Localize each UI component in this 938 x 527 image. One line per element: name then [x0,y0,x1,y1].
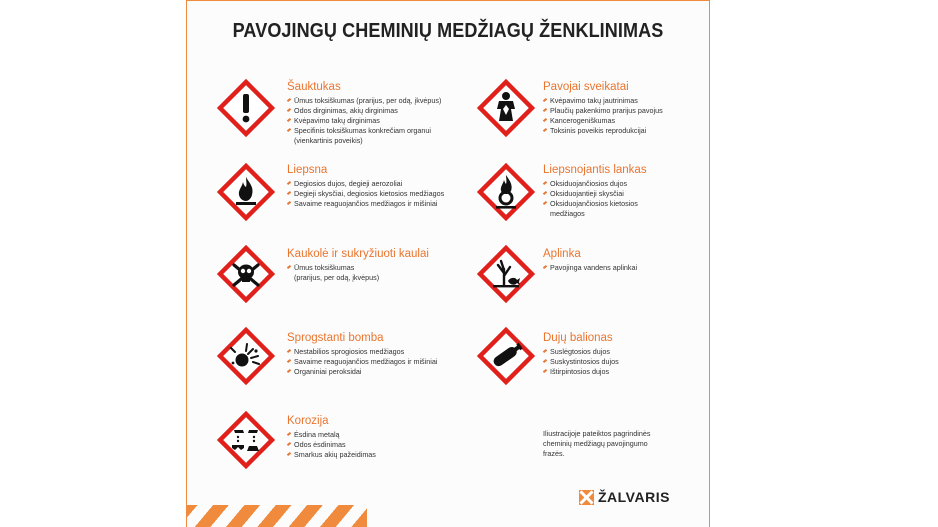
hazard-statement: Kancerogeniškumas [543,116,663,126]
hazard-statement: (prarijus, per odą, įkvėpus) [294,273,380,282]
hazard-statement: Pavojinga vandens aplinkai [543,263,637,273]
logo-text: ŽALVARIS [598,489,670,505]
hazard-statement: Degieji skysčiai, degiosios kietosios medžiagos [287,189,444,199]
hazard-statement: Ūmus toksiškumas (prarijus, per odą, įkvėpus) [287,96,441,106]
hazard-statement: Savaime reaguojančios medžiagos ir mišiniai [287,357,437,367]
hazard-statement: Kvėpavimo takų dirginimas [287,116,441,126]
hazard-statement: Ištirpintosios dujos [543,367,619,377]
flame-icon [217,163,275,221]
flame-over-circle-icon [477,163,535,221]
logo-x-icon [579,490,594,505]
gas-cylinder-icon [477,327,535,385]
hazard-heading: Korozija [287,415,329,427]
hazard-statement: Odos ėsdinimas [287,440,376,450]
poster [186,0,710,527]
hazard-statement: Specifinis toksiškumas konkrečiam organui [287,126,441,136]
hazard-statement-list [287,263,379,283]
hazard-statement: Toksinis poveikis reprodukcijai [543,126,663,136]
corrosion-icon [217,411,275,469]
hazard-statement: Oksiduojantieji skysčiai [543,189,638,199]
hazard-statement: Suslėgtosios dujos [543,347,619,357]
hazard-statement: Kvėpavimo takų jautrinimas [543,96,663,106]
hazard-heading: Liepsnojantis lankas [543,164,647,176]
exclamation-mark-icon [217,79,275,137]
hazard-statement-list [543,347,619,377]
hazard-statement: (vienkartinis poveikis) [294,136,363,145]
hazard-statement-list [287,96,441,146]
hazard-heading: Liepsna [287,164,328,176]
hazard-heading: Aplinka [543,248,581,260]
hazard-statement-list [287,347,437,377]
hazard-statement: Organiniai peroksidai [287,367,437,377]
hazard-statement: Suskystintosios dujos [543,357,619,367]
hazard-heading: Šauktukas [287,81,341,93]
hazard-statement: Degiosios dujos, degieji aerozoliai [287,179,444,189]
hazard-statement-list [543,96,663,136]
hazard-statement: medžiagos [550,209,585,218]
hazard-heading: Sprogstanti bomba [287,332,384,344]
hazard-statement-list [543,263,637,273]
poster-title: PAVOJINGŲ CHEMINIŲ MEDŽIAGŲ ŽENKLINIMAS [232,19,664,42]
hazard-statement: Ūmus toksiškumas [287,263,379,273]
hazard-heading: Dujų balionas [543,332,613,344]
hazard-statement-list [287,179,444,209]
hazard-statement-list [543,179,638,219]
hazard-heading: Kaukolė ir sukryžiuoti kaulai [287,248,429,260]
hazard-statement: Smarkus akių pažeidimas [287,450,376,460]
skull-crossbones-icon [217,245,275,303]
exploding-bomb-icon [217,327,275,385]
hazard-statement-list [287,430,376,460]
hazard-statement: Oksiduojančiosios dujos [543,179,638,189]
health-hazard-icon [477,79,535,137]
hazard-statement: Savaime reaguojančios medžiagos ir mišiniai [287,199,444,209]
hazard-statement: Plaučių pakenkimo prarijus pavojus [543,106,663,116]
footnote: Iliustracijoje pateiktos pagrindinės cheminių medžiagų pavojingumo frazės. [543,429,651,458]
hazard-statement: Oksiduojančiosios kietosios [543,199,638,209]
environment-icon [477,245,535,303]
hazard-stripes [187,505,367,527]
hazard-heading: Pavojai sveikatai [543,81,629,93]
hazard-statement: Odos dirginimas, akių dirginimas [287,106,441,116]
hazard-statement: Nestabilios sprogiosios medžiagos [287,347,437,357]
hazard-statement: Ėsdina metalą [287,430,376,440]
